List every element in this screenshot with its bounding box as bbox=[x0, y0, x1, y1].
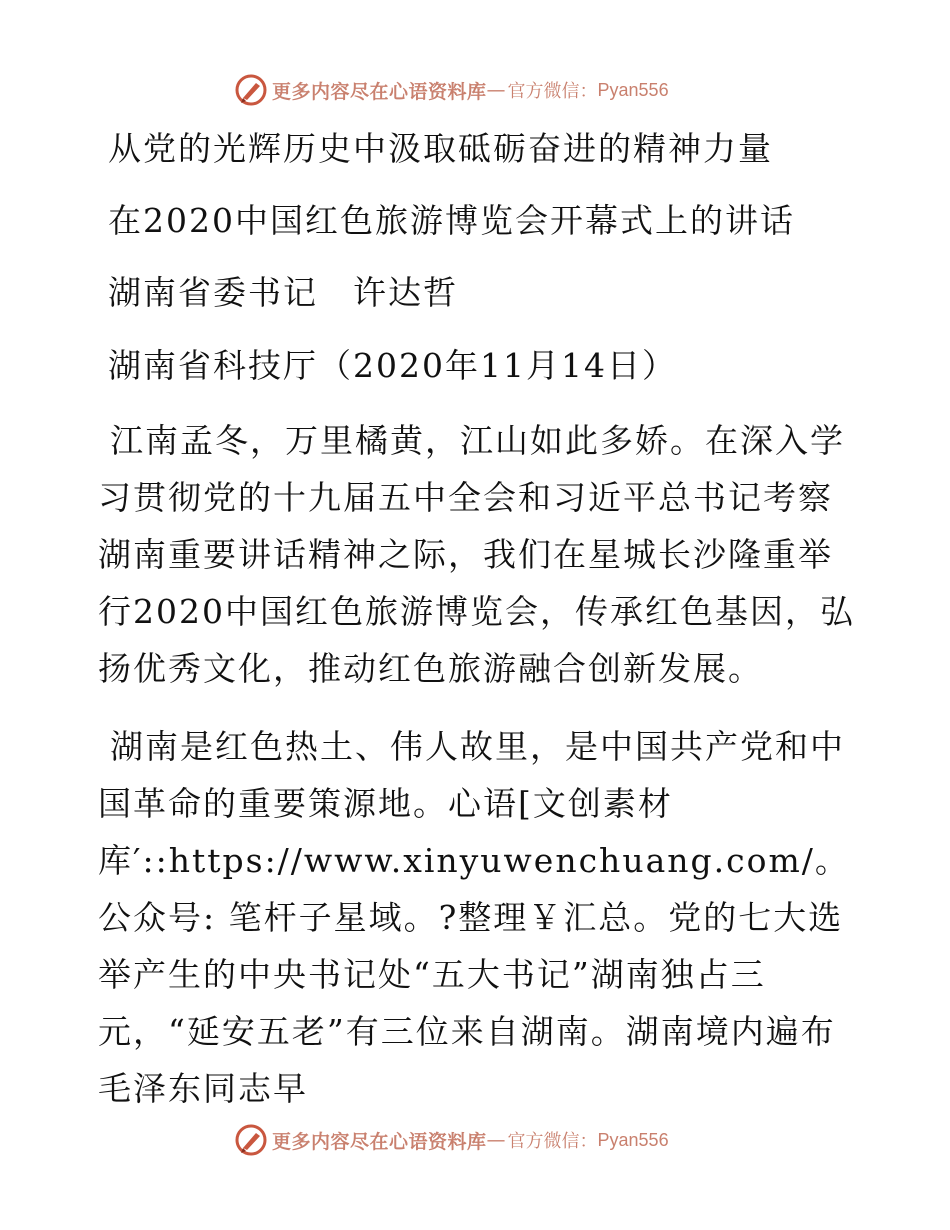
paragraph-2: 湖南是红色热土、伟人故里，是中国共产党和中国革命的重要策源地。心语[文创素材库′::https://www.xinyuwenchuang.com/。公众号: 笔杆子星域。?整理￥汇总。党的七大选举产生的中央书记处“五大书记”湖南独占三元，“延安五老”有三位来自湖南。湖南境内遍布毛泽东同志早 bbox=[98, 727, 850, 1108]
footer-banner bbox=[234, 1122, 669, 1158]
pen-logo-icon bbox=[234, 1123, 268, 1157]
pen-logo-icon bbox=[234, 73, 268, 107]
header-banner bbox=[234, 72, 669, 108]
header-wechat-id: Pyan556 bbox=[597, 79, 669, 100]
footer-promo-text: 更多内容尽在心语资料库 bbox=[272, 1130, 487, 1153]
header-promo-text: 更多内容尽在心语资料库 bbox=[272, 80, 487, 103]
header-wechat-label: 官方微信： bbox=[507, 81, 598, 102]
footer-separator: — bbox=[486, 1129, 506, 1151]
document-subtitle: 在2020中国红色旅游博览会开幕式上的讲话 bbox=[108, 201, 795, 240]
footer-wechat-label: 官方微信： bbox=[507, 1131, 598, 1152]
footer-wechat-id: Pyan556 bbox=[597, 1129, 669, 1150]
header-separator: — bbox=[486, 79, 506, 101]
paragraph-1: 江南孟冬，万里橘黄，江山如此多娇。在深入学习贯彻党的十九届五中全会和习近平总书记考察湖南重要讲话精神之际，我们在星城长沙隆重举行2020中国红色旅游博览会，传承红色基因，弘扬优秀文化，推动红色旅游融合创新发展。 bbox=[98, 421, 855, 688]
document-author: 湖南省委书记 许达哲 bbox=[108, 273, 458, 312]
document-title: 从党的光辉历史中汲取砥砺奋进的精神力量 bbox=[108, 129, 773, 168]
document-source: 湖南省科技厅（2020年11月14日） bbox=[108, 346, 677, 385]
